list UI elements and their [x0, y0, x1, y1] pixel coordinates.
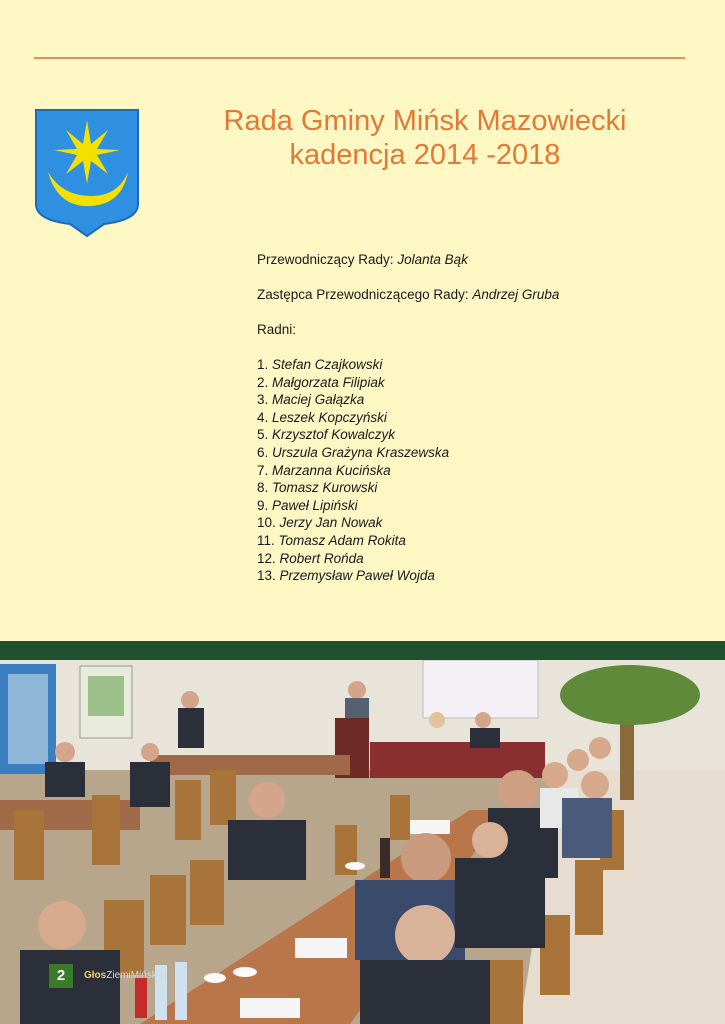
section-band [0, 641, 725, 660]
list-item [257, 391, 697, 409]
title-line-1: Rada Gminy Mińsk Mazowiecki [223, 105, 627, 137]
members-list [257, 356, 697, 585]
list-item [257, 426, 697, 444]
member-name: Robert Rońda [279, 550, 364, 566]
member-name: Przemysław Paweł Wojda [279, 568, 435, 584]
member-name: Marzanna Kucińska [272, 462, 391, 478]
member-number: 13. [257, 568, 276, 584]
deputy-line [257, 286, 697, 304]
member-number: 1. [257, 357, 269, 372]
coat-of-arms-icon [34, 108, 140, 238]
member-name: Małgorzata Filipiak [272, 374, 385, 390]
member-number: 2. [257, 374, 269, 390]
page-number: 2 [49, 964, 73, 988]
member-name: Stefan Czajkowski [272, 357, 383, 372]
member-name: Tomasz Kurowski [272, 480, 378, 496]
member-number: 4. [257, 409, 269, 425]
member-number: 3. [257, 392, 269, 408]
deputy-name: Andrzej Gruba [472, 287, 560, 302]
magazine-prefix: Głos [84, 970, 107, 981]
member-number: 6. [257, 444, 269, 460]
page-title [150, 104, 700, 172]
member-name: Krzysztof Kowalczyk [272, 427, 396, 443]
council-roster [257, 251, 697, 585]
list-item [257, 497, 697, 515]
member-number: 10. [257, 515, 276, 531]
list-item [257, 462, 697, 480]
list-item [257, 356, 697, 374]
top-divider [34, 57, 685, 59]
chair-name: Jolanta Bąk [397, 252, 468, 267]
member-number: 11. [257, 532, 275, 548]
list-item [257, 444, 697, 462]
title-line-2: kadencja 2014 -2018 [289, 139, 561, 171]
member-name: Paweł Lipiński [272, 497, 358, 513]
member-name: Leszek Kopczyński [272, 409, 387, 425]
list-item [257, 514, 697, 532]
member-name: Jerzy Jan Nowak [279, 515, 383, 531]
member-number: 8. [257, 480, 269, 496]
member-number: 7. [257, 462, 269, 478]
member-number: 9. [257, 497, 269, 513]
list-item [257, 374, 697, 392]
chair-line [257, 251, 697, 269]
list-item [257, 532, 697, 550]
deputy-label: Zastępca Przewodniczącego Rady: [257, 287, 469, 302]
members-heading: Radni: [257, 322, 297, 337]
list-item [257, 550, 697, 568]
member-name: Tomasz Adam Rokita [278, 532, 406, 548]
list-item [257, 567, 697, 585]
list-item [257, 479, 697, 497]
member-name: Urszula Grażyna Kraszewska [272, 444, 450, 460]
magazine-rest: ZiemiMińskiej [106, 970, 167, 981]
member-number: 12. [257, 550, 276, 566]
member-number: 5. [257, 427, 269, 443]
magazine-name [84, 970, 167, 981]
member-name: Maciej Gałązka [272, 392, 365, 408]
list-item [257, 409, 697, 427]
chair-label: Przewodniczący Rady: [257, 252, 394, 267]
